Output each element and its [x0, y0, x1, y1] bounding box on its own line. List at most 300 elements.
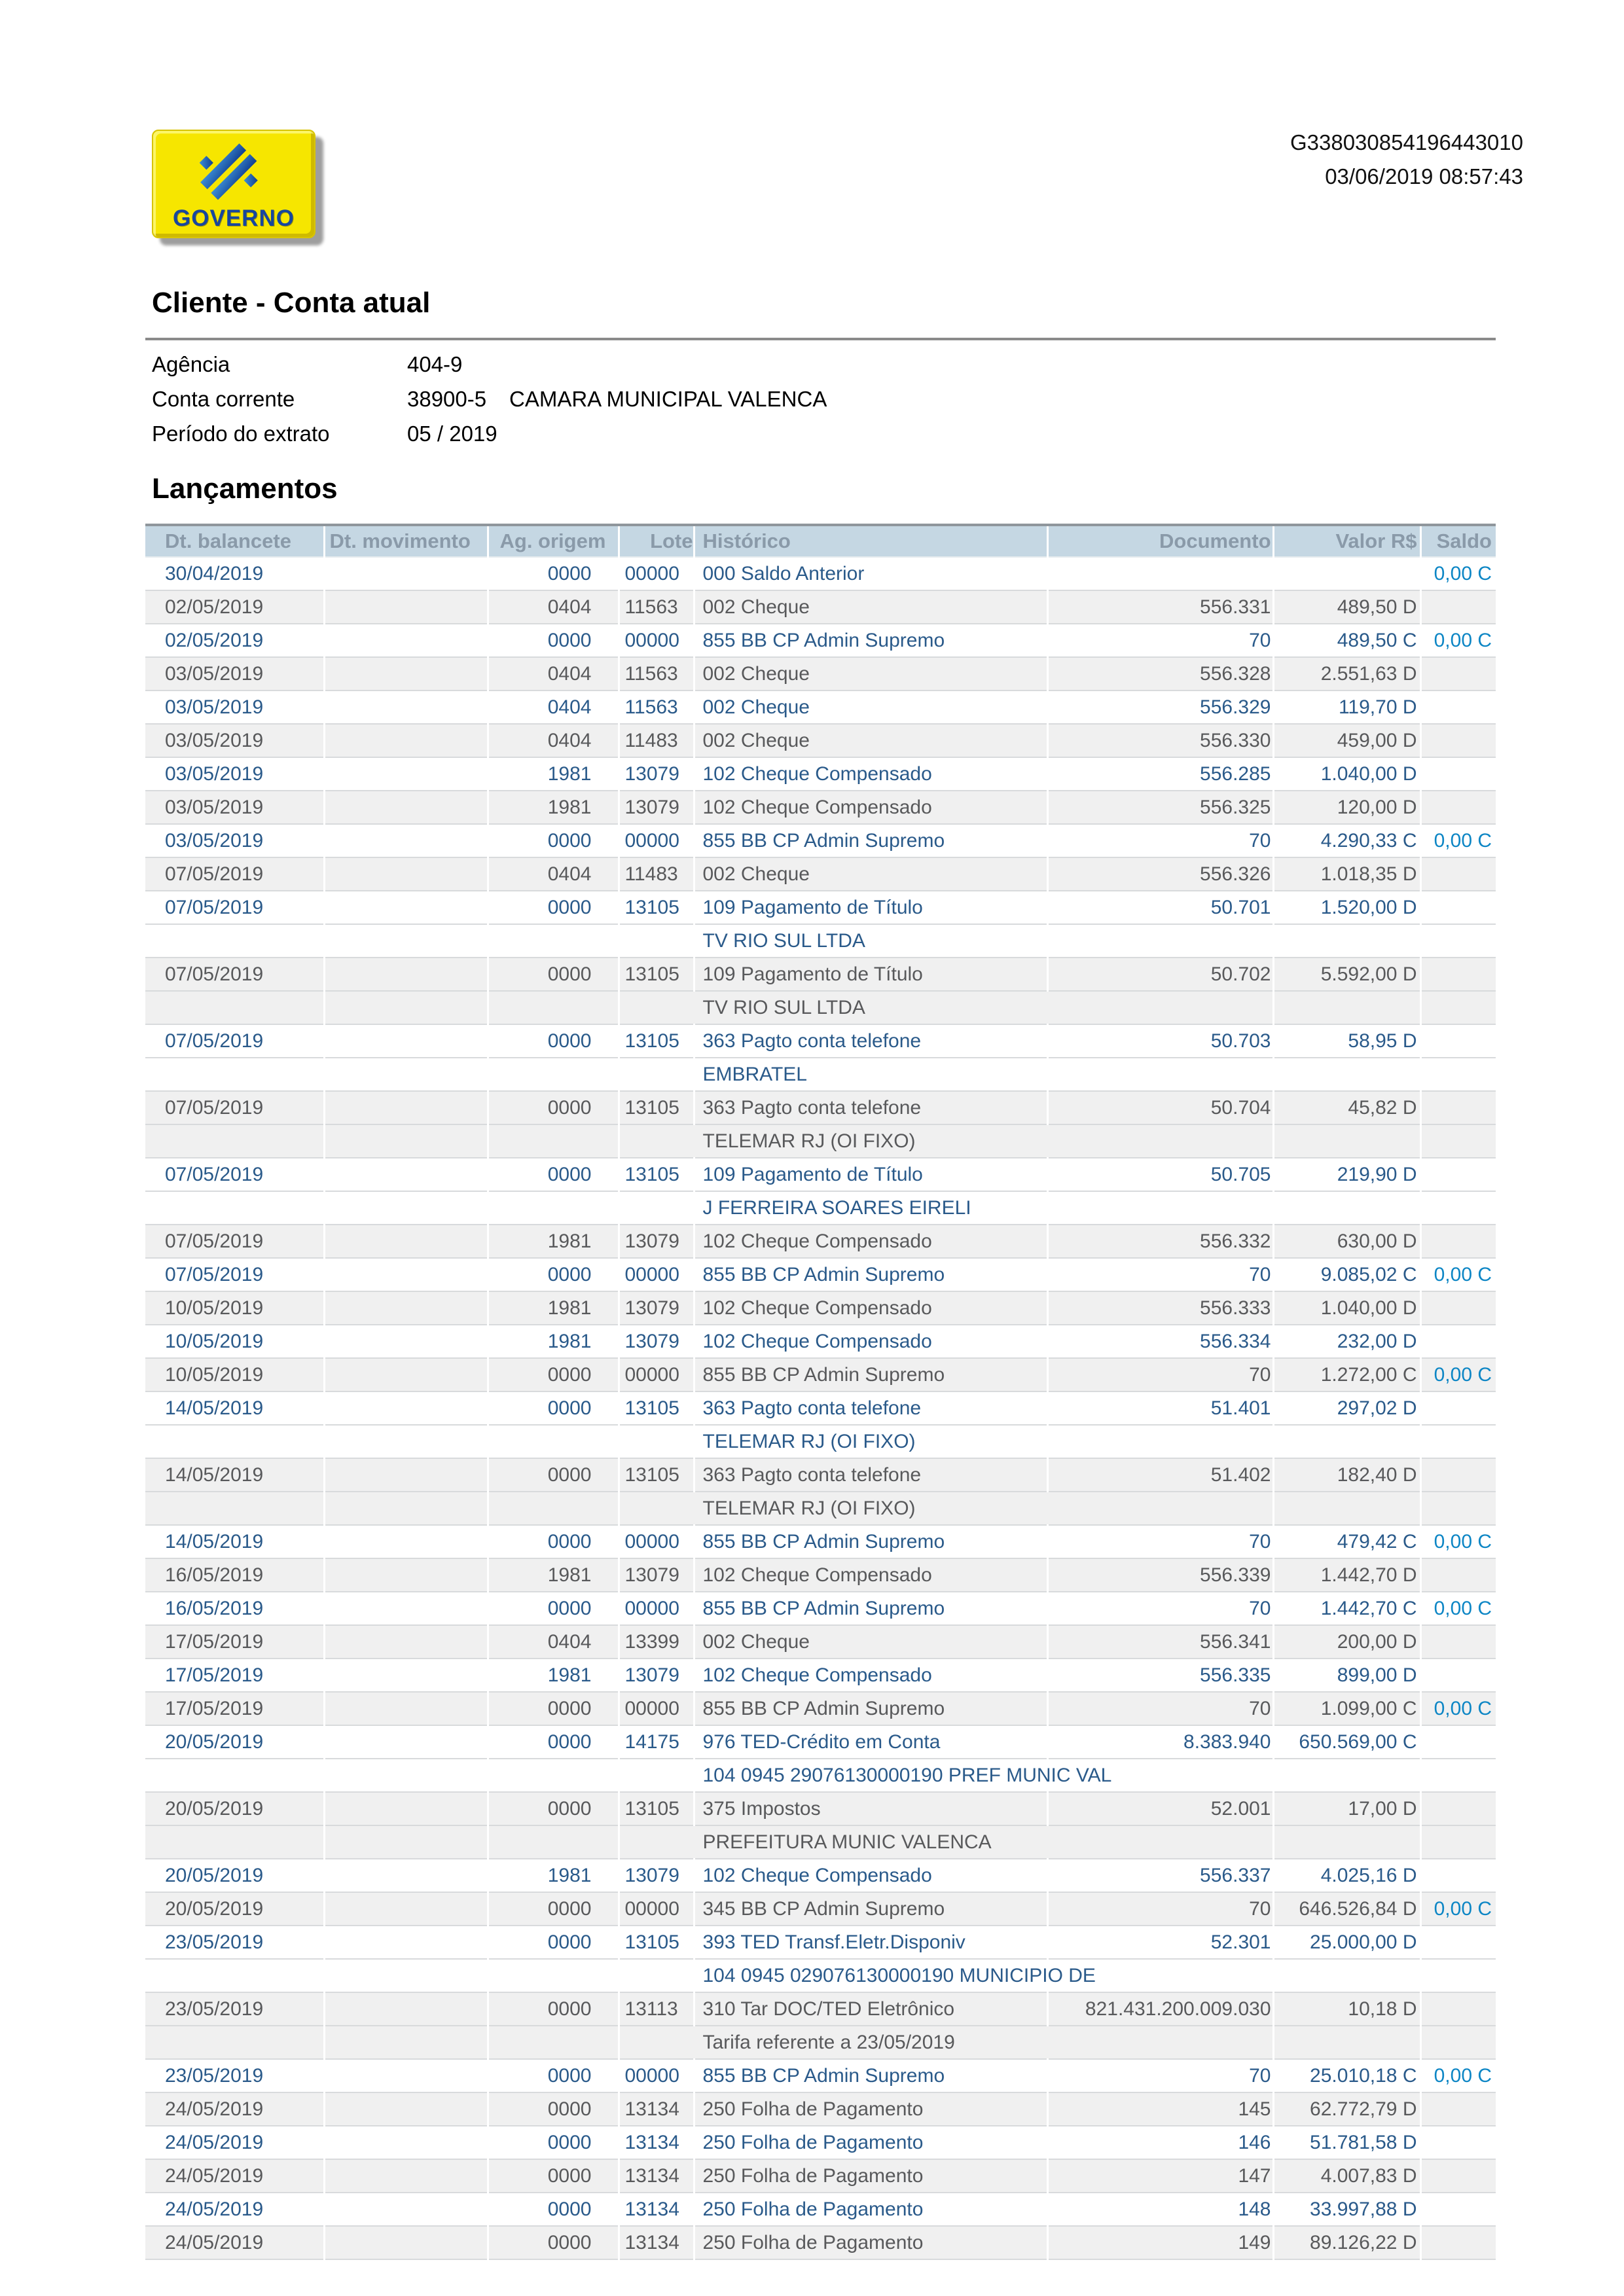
field-label: Período do extrato	[152, 422, 330, 446]
transaction-row	[145, 1325, 1496, 1358]
cell-valor	[1273, 1124, 1420, 1158]
cell-historico: 109 Pagamento de Título	[694, 1158, 1047, 1191]
cell-dt-movimento	[324, 1725, 488, 1759]
cell-lote: 13079	[619, 1225, 694, 1258]
cell-lote: 13105	[619, 1458, 694, 1492]
cell-valor: 1.040,00 D	[1273, 1291, 1420, 1325]
col-documento: Documento	[1047, 525, 1273, 557]
transaction-detail-row	[145, 1759, 1496, 1792]
document-meta	[1290, 126, 1523, 194]
cell-dt-movimento	[324, 1358, 488, 1391]
cell-dt-balancete: 07/05/2019	[145, 891, 324, 924]
cell-saldo	[1420, 757, 1496, 791]
cell-valor	[1273, 1825, 1420, 1859]
cell-ag-origem: 0000	[488, 1391, 619, 1425]
cell-lote: 13105	[619, 1926, 694, 1959]
cell-historico: 363 Pagto conta telefone	[694, 1091, 1047, 1124]
cell-lote: 11563	[619, 590, 694, 624]
cell-ag-origem: 0404	[488, 724, 619, 757]
cell-ag-origem: 0000	[488, 2126, 619, 2159]
cell-saldo	[1420, 2126, 1496, 2159]
cell-dt-balancete: 07/05/2019	[145, 1091, 324, 1124]
cell-ag-origem: 0000	[488, 2193, 619, 2226]
cell-dt-movimento	[324, 2059, 488, 2092]
cell-lote: 11483	[619, 724, 694, 757]
transaction-detail-row	[145, 1492, 1496, 1525]
cell-ag-origem: 1981	[488, 791, 619, 824]
transaction-row	[145, 891, 1496, 924]
cell-dt-balancete: 24/05/2019	[145, 2126, 324, 2159]
cell-valor	[1273, 1959, 1420, 1992]
cell-saldo	[1420, 2092, 1496, 2126]
cell-ag-origem: 0000	[488, 1592, 619, 1625]
cell-documento: 556.328	[1047, 657, 1273, 691]
cell-historico: 102 Cheque Compensado	[694, 1859, 1047, 1892]
cell-dt-movimento	[324, 1792, 488, 1825]
cell-historico: 109 Pagamento de Título	[694, 891, 1047, 924]
cell-saldo	[1420, 1959, 1496, 1992]
cell-lote: 13079	[619, 1859, 694, 1892]
cell-dt-balancete: 03/05/2019	[145, 657, 324, 691]
cell-saldo	[1420, 691, 1496, 724]
cell-valor: 219,90 D	[1273, 1158, 1420, 1191]
statement-table	[145, 524, 1496, 2260]
col-dt-balancete: Dt. balancete	[145, 525, 324, 557]
field-value: 38900-5	[407, 387, 487, 411]
cell-valor: 489,50 D	[1273, 590, 1420, 624]
cell-valor	[1273, 2026, 1420, 2059]
cell-valor: 200,00 D	[1273, 1625, 1420, 1659]
cell-valor: 630,00 D	[1273, 1225, 1420, 1258]
cell-ag-origem: 0000	[488, 1892, 619, 1926]
cell-documento: 70	[1047, 1692, 1273, 1725]
cell-documento: 70	[1047, 1592, 1273, 1625]
cell-saldo: 0,00 C	[1420, 824, 1496, 857]
cell-detail: PREFEITURA MUNIC VALENCA	[619, 1825, 1273, 1859]
cell-valor: 58,95 D	[1273, 1024, 1420, 1058]
transaction-row	[145, 1659, 1496, 1692]
cell-valor: 232,00 D	[1273, 1325, 1420, 1358]
cell-documento: 51.401	[1047, 1391, 1273, 1425]
cell-historico: 102 Cheque Compensado	[694, 1558, 1047, 1592]
cell-dt-balancete: 07/05/2019	[145, 1225, 324, 1258]
cell-lote: 11563	[619, 657, 694, 691]
divider-rule	[145, 338, 1496, 340]
cell-historico: 375 Impostos	[694, 1792, 1047, 1825]
transaction-row	[145, 1225, 1496, 1258]
cell-historico: 109 Pagamento de Título	[694, 958, 1047, 991]
cell-historico: 102 Cheque Compensado	[694, 1225, 1047, 1258]
cell-documento: 50.705	[1047, 1158, 1273, 1191]
cell-documento: 50.701	[1047, 891, 1273, 924]
transaction-row	[145, 1358, 1496, 1391]
cell-lote: 13134	[619, 2126, 694, 2159]
col-saldo: Saldo	[1420, 525, 1496, 557]
cell-valor: 1.099,00 C	[1273, 1692, 1420, 1725]
transaction-detail-row	[145, 2026, 1496, 2059]
cell-dt-balancete	[145, 1825, 324, 1859]
cell-dt-movimento	[324, 2126, 488, 2159]
cell-dt-movimento	[324, 1291, 488, 1325]
cell-dt-balancete: 20/05/2019	[145, 1892, 324, 1926]
cell-historico: 102 Cheque Compensado	[694, 1659, 1047, 1692]
cell-dt-balancete: 16/05/2019	[145, 1558, 324, 1592]
cell-ag-origem: 0000	[488, 891, 619, 924]
cell-dt-movimento	[324, 1825, 488, 1859]
transaction-row	[145, 1692, 1496, 1725]
cell-ag-origem: 0404	[488, 590, 619, 624]
cell-valor	[1273, 1191, 1420, 1225]
transaction-row	[145, 958, 1496, 991]
cell-historico: 855 BB CP Admin Supremo	[694, 1525, 1047, 1558]
cell-lote: 13113	[619, 1992, 694, 2026]
client-field-conta-corrente	[152, 382, 827, 416]
bb-governo-logo	[152, 130, 316, 238]
cell-dt-balancete	[145, 991, 324, 1024]
transaction-detail-row	[145, 991, 1496, 1024]
cell-valor: 1.040,00 D	[1273, 757, 1420, 791]
cell-detail: J FERREIRA SOARES EIRELI	[619, 1191, 1273, 1225]
cell-detail: TV RIO SUL LTDA	[619, 991, 1273, 1024]
transaction-row	[145, 1792, 1496, 1825]
cell-lote: 13079	[619, 1291, 694, 1325]
cell-ag-origem	[488, 991, 619, 1024]
transaction-row	[145, 1391, 1496, 1425]
cell-detail: EMBRATEL	[619, 1058, 1273, 1091]
cell-lote: 13105	[619, 1391, 694, 1425]
cell-dt-balancete: 17/05/2019	[145, 1625, 324, 1659]
cell-saldo	[1420, 1992, 1496, 2026]
cell-dt-balancete: 03/05/2019	[145, 691, 324, 724]
cell-valor: 120,00 D	[1273, 791, 1420, 824]
cell-dt-movimento	[324, 1158, 488, 1191]
cell-valor: 182,40 D	[1273, 1458, 1420, 1492]
col-lote: Lote	[619, 525, 694, 557]
cell-ag-origem: 1981	[488, 1859, 619, 1892]
cell-saldo	[1420, 991, 1496, 1024]
cell-dt-balancete: 10/05/2019	[145, 1358, 324, 1391]
transaction-detail-row	[145, 1425, 1496, 1458]
cell-ag-origem	[488, 1959, 619, 1992]
transaction-detail-row	[145, 1959, 1496, 1992]
cell-valor: 4.290,33 C	[1273, 824, 1420, 857]
cell-ag-origem: 1981	[488, 1291, 619, 1325]
cell-dt-balancete	[145, 1425, 324, 1458]
cell-ag-origem: 0000	[488, 2092, 619, 2126]
cell-valor: 297,02 D	[1273, 1391, 1420, 1425]
cell-documento: 70	[1047, 1358, 1273, 1391]
cell-saldo	[1420, 2159, 1496, 2193]
cell-documento: 556.337	[1047, 1859, 1273, 1892]
cell-documento: 145	[1047, 2092, 1273, 2126]
cell-valor: 1.018,35 D	[1273, 857, 1420, 891]
cell-dt-balancete: 23/05/2019	[145, 2059, 324, 2092]
cell-dt-movimento	[324, 1959, 488, 1992]
transaction-row	[145, 2126, 1496, 2159]
cell-dt-balancete: 07/05/2019	[145, 1158, 324, 1191]
cell-detail: TV RIO SUL LTDA	[619, 924, 1273, 958]
cell-saldo: 0,00 C	[1420, 1592, 1496, 1625]
cell-historico: 102 Cheque Compensado	[694, 1325, 1047, 1358]
cell-historico: 102 Cheque Compensado	[694, 757, 1047, 791]
cell-dt-balancete: 17/05/2019	[145, 1659, 324, 1692]
cell-historico: 250 Folha de Pagamento	[694, 2126, 1047, 2159]
cell-documento: 147	[1047, 2159, 1273, 2193]
cell-saldo	[1420, 1158, 1496, 1191]
cell-historico: 855 BB CP Admin Supremo	[694, 824, 1047, 857]
cell-dt-movimento	[324, 557, 488, 590]
cell-dt-movimento	[324, 724, 488, 757]
cell-ag-origem: 1981	[488, 757, 619, 791]
cell-dt-movimento	[324, 1759, 488, 1792]
cell-saldo: 0,00 C	[1420, 624, 1496, 657]
cell-dt-balancete: 20/05/2019	[145, 1725, 324, 1759]
cell-ag-origem	[488, 924, 619, 958]
cell-historico: 976 TED-Crédito em Conta	[694, 1725, 1047, 1759]
cell-saldo	[1420, 2026, 1496, 2059]
cell-saldo: 0,00 C	[1420, 1525, 1496, 1558]
transaction-row	[145, 1725, 1496, 1759]
cell-ag-origem: 0000	[488, 1258, 619, 1291]
cell-valor: 25.010,18 C	[1273, 2059, 1420, 2092]
document-id: G338030854196443010	[1290, 130, 1523, 154]
cell-saldo	[1420, 590, 1496, 624]
cell-historico: 102 Cheque Compensado	[694, 791, 1047, 824]
transaction-detail-row	[145, 1191, 1496, 1225]
cell-dt-movimento	[324, 924, 488, 958]
cell-historico: 002 Cheque	[694, 691, 1047, 724]
cell-dt-movimento	[324, 1859, 488, 1892]
cell-dt-balancete	[145, 1058, 324, 1091]
cell-ag-origem: 0000	[488, 557, 619, 590]
transaction-row	[145, 2193, 1496, 2226]
cell-dt-balancete: 07/05/2019	[145, 1024, 324, 1058]
cell-dt-balancete: 03/05/2019	[145, 791, 324, 824]
cell-dt-balancete: 24/05/2019	[145, 2092, 324, 2126]
cell-valor: 479,42 C	[1273, 1525, 1420, 1558]
cell-documento: 51.402	[1047, 1458, 1273, 1492]
cell-saldo	[1420, 1792, 1496, 1825]
cell-saldo	[1420, 1291, 1496, 1325]
transaction-row	[145, 2159, 1496, 2193]
cell-documento: 8.383.940	[1047, 1725, 1273, 1759]
transaction-row	[145, 1859, 1496, 1892]
cell-dt-movimento	[324, 757, 488, 791]
cell-dt-movimento	[324, 657, 488, 691]
transaction-row	[145, 590, 1496, 624]
cell-valor: 489,50 C	[1273, 624, 1420, 657]
cell-historico: 363 Pagto conta telefone	[694, 1391, 1047, 1425]
transaction-row	[145, 1458, 1496, 1492]
field-value: 05 / 2019	[407, 422, 497, 446]
transactions-body	[145, 557, 1496, 2259]
cell-valor: 25.000,00 D	[1273, 1926, 1420, 1959]
col-historico: Histórico	[694, 525, 1047, 557]
cell-documento: 556.330	[1047, 724, 1273, 757]
cell-dt-movimento	[324, 590, 488, 624]
cell-valor: 1.520,00 D	[1273, 891, 1420, 924]
cell-ag-origem: 0404	[488, 1625, 619, 1659]
cell-saldo	[1420, 1124, 1496, 1158]
cell-ag-origem: 1981	[488, 1225, 619, 1258]
client-section-title: Cliente - Conta atual	[152, 287, 431, 319]
cell-saldo	[1420, 1024, 1496, 1058]
cell-saldo	[1420, 1458, 1496, 1492]
transaction-row	[145, 1592, 1496, 1625]
cell-dt-balancete	[145, 924, 324, 958]
cell-saldo: 0,00 C	[1420, 1892, 1496, 1926]
cell-valor: 4.025,16 D	[1273, 1859, 1420, 1892]
cell-saldo	[1420, 724, 1496, 757]
cell-ag-origem	[488, 1191, 619, 1225]
cell-dt-movimento	[324, 1625, 488, 1659]
cell-documento: 821.431.200.009.030	[1047, 1992, 1273, 2026]
cell-ag-origem: 0000	[488, 1725, 619, 1759]
cell-historico: 310 Tar DOC/TED Eletrônico	[694, 1992, 1047, 2026]
cell-valor	[1273, 1425, 1420, 1458]
cell-ag-origem: 1981	[488, 1325, 619, 1358]
cell-dt-balancete: 17/05/2019	[145, 1692, 324, 1725]
cell-historico: 002 Cheque	[694, 590, 1047, 624]
field-extra: CAMARA MUNICIPAL VALENCA	[509, 387, 827, 411]
cell-ag-origem	[488, 2026, 619, 2059]
transaction-row	[145, 1258, 1496, 1291]
cell-dt-movimento	[324, 1258, 488, 1291]
cell-historico: 393 TED Transf.Eletr.Disponiv	[694, 1926, 1047, 1959]
cell-lote: 00000	[619, 1892, 694, 1926]
cell-ag-origem: 0000	[488, 958, 619, 991]
logo-governo-label: GOVERNO	[173, 206, 295, 231]
cell-documento: 556.329	[1047, 691, 1273, 724]
transaction-detail-row	[145, 1058, 1496, 1091]
cell-dt-balancete: 20/05/2019	[145, 1792, 324, 1825]
cell-dt-movimento	[324, 991, 488, 1024]
cell-saldo	[1420, 1091, 1496, 1124]
cell-historico: 345 BB CP Admin Supremo	[694, 1892, 1047, 1926]
cell-historico: 855 BB CP Admin Supremo	[694, 1358, 1047, 1391]
transaction-row	[145, 624, 1496, 657]
cell-lote: 00000	[619, 624, 694, 657]
cell-detail: TELEMAR RJ (OI FIXO)	[619, 1124, 1273, 1158]
cell-ag-origem	[488, 1058, 619, 1091]
field-label: Conta corrente	[152, 387, 295, 411]
cell-documento: 70	[1047, 1892, 1273, 1926]
cell-valor: 45,82 D	[1273, 1091, 1420, 1124]
cell-dt-balancete: 14/05/2019	[145, 1458, 324, 1492]
cell-dt-movimento	[324, 691, 488, 724]
cell-historico: 002 Cheque	[694, 857, 1047, 891]
cell-historico: 102 Cheque Compensado	[694, 1291, 1047, 1325]
cell-ag-origem: 0000	[488, 824, 619, 857]
cell-saldo	[1420, 857, 1496, 891]
cell-lote: 00000	[619, 557, 694, 590]
cell-documento: 70	[1047, 624, 1273, 657]
cell-saldo	[1420, 958, 1496, 991]
cell-historico: 855 BB CP Admin Supremo	[694, 1692, 1047, 1725]
transaction-row	[145, 557, 1496, 590]
cell-ag-origem: 0000	[488, 1358, 619, 1391]
cell-dt-movimento	[324, 1391, 488, 1425]
col-dt-movimento: Dt. movimento	[324, 525, 488, 557]
cell-lote: 13134	[619, 2092, 694, 2126]
col-ag-origem: Ag. origem	[488, 525, 619, 557]
cell-valor: 51.781,58 D	[1273, 2126, 1420, 2159]
cell-lote: 13079	[619, 1558, 694, 1592]
cell-historico: 855 BB CP Admin Supremo	[694, 1258, 1047, 1291]
bb-logo-icon	[194, 141, 273, 212]
cell-lote: 13399	[619, 1625, 694, 1659]
cell-saldo	[1420, 1759, 1496, 1792]
cell-documento: 556.339	[1047, 1558, 1273, 1592]
cell-valor: 899,00 D	[1273, 1659, 1420, 1692]
cell-valor	[1273, 1759, 1420, 1792]
cell-valor: 62.772,79 D	[1273, 2092, 1420, 2126]
cell-documento: 556.285	[1047, 757, 1273, 791]
cell-dt-balancete	[145, 1759, 324, 1792]
cell-dt-movimento	[324, 1525, 488, 1558]
cell-detail: TELEMAR RJ (OI FIXO)	[619, 1492, 1273, 1525]
cell-valor	[1273, 557, 1420, 590]
transaction-row	[145, 757, 1496, 791]
cell-ag-origem	[488, 1825, 619, 1859]
cell-valor: 9.085,02 C	[1273, 1258, 1420, 1291]
transaction-row	[145, 1926, 1496, 1959]
cell-valor: 10,18 D	[1273, 1992, 1420, 2026]
cell-valor: 5.592,00 D	[1273, 958, 1420, 991]
cell-dt-balancete: 23/05/2019	[145, 1926, 324, 1959]
cell-dt-movimento	[324, 1659, 488, 1692]
cell-historico: 002 Cheque	[694, 724, 1047, 757]
cell-saldo: 0,00 C	[1420, 557, 1496, 590]
transaction-row	[145, 1892, 1496, 1926]
cell-dt-movimento	[324, 1024, 488, 1058]
cell-ag-origem: 0000	[488, 1992, 619, 2026]
cell-valor	[1273, 1058, 1420, 1091]
cell-dt-balancete	[145, 1191, 324, 1225]
cell-documento: 556.341	[1047, 1625, 1273, 1659]
cell-documento: 70	[1047, 1525, 1273, 1558]
cell-detail: 104 0945 029076130000190 MUNICIPIO DE	[619, 1959, 1273, 1992]
cell-historico: 855 BB CP Admin Supremo	[694, 2059, 1047, 2092]
cell-dt-movimento	[324, 624, 488, 657]
cell-documento: 149	[1047, 2226, 1273, 2259]
cell-dt-balancete: 14/05/2019	[145, 1391, 324, 1425]
cell-ag-origem: 1981	[488, 1659, 619, 1692]
transaction-row	[145, 791, 1496, 824]
transaction-row	[145, 857, 1496, 891]
cell-dt-movimento	[324, 791, 488, 824]
cell-saldo	[1420, 1191, 1496, 1225]
cell-saldo	[1420, 1492, 1496, 1525]
cell-dt-balancete	[145, 1959, 324, 1992]
cell-valor	[1273, 924, 1420, 958]
cell-dt-balancete: 02/05/2019	[145, 590, 324, 624]
transaction-row	[145, 1625, 1496, 1659]
cell-valor: 2.551,63 D	[1273, 657, 1420, 691]
cell-dt-balancete: 24/05/2019	[145, 2159, 324, 2193]
cell-documento: 556.332	[1047, 1225, 1273, 1258]
cell-saldo: 0,00 C	[1420, 1358, 1496, 1391]
cell-documento: 52.001	[1047, 1792, 1273, 1825]
cell-valor: 650.569,00 C	[1273, 1725, 1420, 1759]
cell-historico: 855 BB CP Admin Supremo	[694, 624, 1047, 657]
transaction-row	[145, 1291, 1496, 1325]
cell-ag-origem	[488, 1124, 619, 1158]
cell-dt-movimento	[324, 2226, 488, 2259]
cell-lote: 00000	[619, 1592, 694, 1625]
cell-lote: 13105	[619, 1158, 694, 1191]
cell-saldo	[1420, 791, 1496, 824]
